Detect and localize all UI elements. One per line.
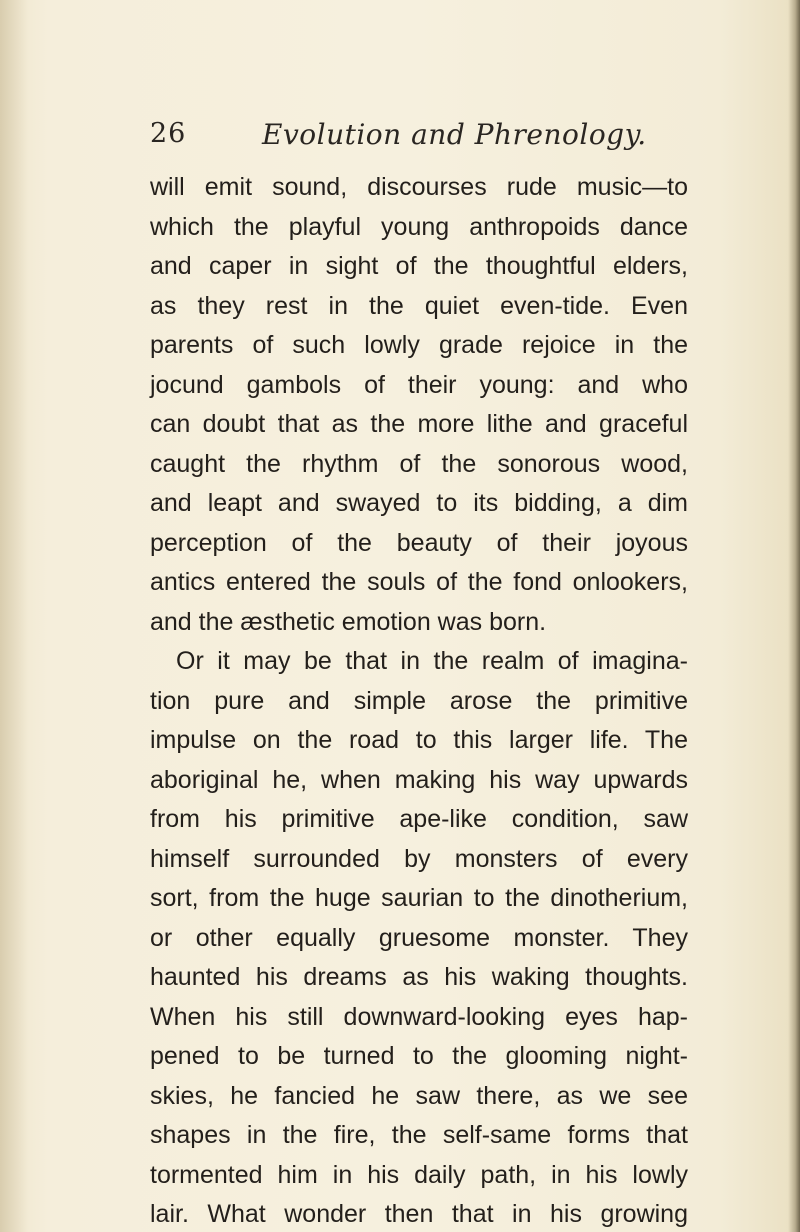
text-line: from his primitive ape-like condition, saw (150, 805, 688, 833)
text-line: skies, he fancied he saw there, as we see (150, 1081, 688, 1110)
text-line: When his still downward-looking eyes hap- (150, 1002, 688, 1031)
text-line: antics entered the souls of the fond onlookers, (150, 568, 688, 596)
text-line: as they rest in the quiet even-tide. Even (150, 291, 688, 320)
text-line: which the playful young anthropoids dance (150, 212, 688, 241)
text-line: or other equally gruesome monster. They (150, 923, 688, 952)
running-header (150, 118, 647, 158)
text-line: aboriginal he, when making his way upwards (150, 765, 688, 794)
page-edge-shadow (788, 0, 800, 1232)
text-line: jocund gambols of their young: and who (150, 370, 688, 399)
text-line: himself surrounded by monsters of every (150, 844, 688, 873)
text-line: tormented him in his daily path, in his lowly (150, 1160, 688, 1189)
body-text (150, 168, 688, 1232)
text-line: parents of such lowly grade rejoice in the (150, 331, 688, 359)
text-line: shapes in the fire, the self-same forms that (150, 1121, 688, 1149)
text-line: will emit sound, discourses rude music—to (150, 173, 688, 201)
text-line: lair. What wonder then that in his growing (150, 1200, 688, 1228)
page-number: 26 (150, 118, 187, 149)
text-line: haunted his dreams as his waking thoughts. (150, 963, 688, 991)
text-line: pened to be turned to the glooming night- (150, 1042, 688, 1070)
gutter-shadow (0, 0, 28, 1232)
text-line: sort, from the huge saurian to the dinotherium, (150, 884, 688, 912)
text-line: impulse on the road to this larger life. The (150, 726, 688, 754)
text-line: can doubt that as the more lithe and graceful (150, 410, 688, 438)
text-line: caught the rhythm of the sonorous wood, (150, 449, 688, 478)
text-line: tion pure and simple arose the primitive (150, 686, 688, 715)
paragraph-start-line: Or it may be that in the realm of imagina- (176, 647, 688, 675)
text-line: and leapt and swayed to its bidding, a dim (150, 489, 688, 517)
paragraph-end-line: and the æsthetic emotion was born. (150, 607, 547, 636)
text-line: and caper in sight of the thoughtful elders, (150, 252, 688, 280)
running-title: Evolution and Phrenology. (262, 118, 647, 151)
text-line: perception of the beauty of their joyous (150, 528, 688, 557)
